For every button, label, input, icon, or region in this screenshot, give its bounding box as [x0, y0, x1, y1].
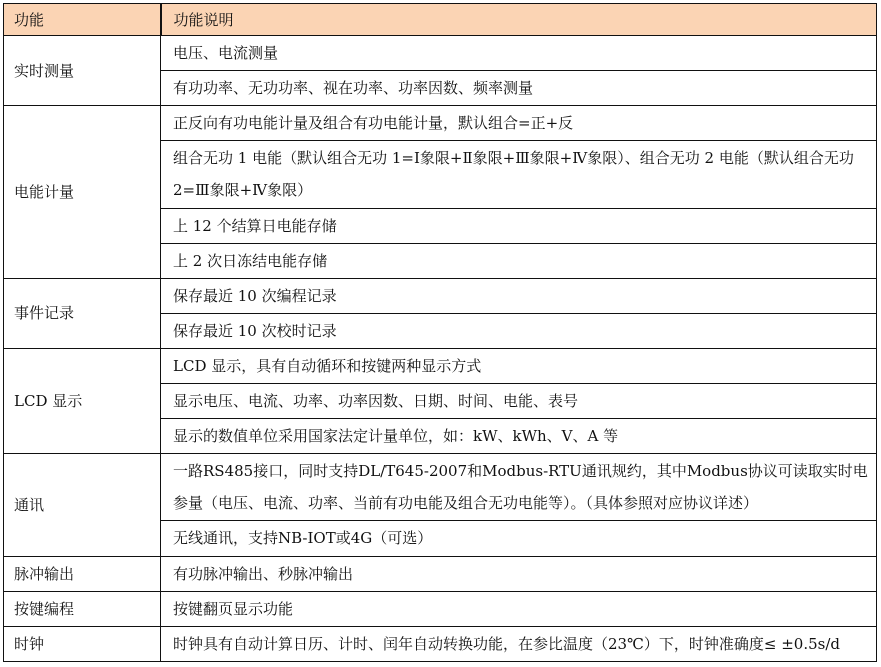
description-cell: 时钟具有自动计算日历、计时、闰年自动转换功能，在参比温度（23℃）下，时钟准确度≤ ±0.5s/d [161, 626, 877, 661]
description-cell: 组合无功 1 电能（默认组合无功 1=Ⅰ象限+Ⅱ象限+Ⅲ象限+Ⅳ象限）、组合无功 2 电能（默认组合无功 2=Ⅲ象限+Ⅳ象限） [161, 141, 877, 208]
description-cell: 有功脉冲输出、秒脉冲输出 [161, 556, 877, 591]
description-cell: 有功功率、无功功率、视在功率、功率因数、频率测量 [161, 71, 877, 106]
feature-clock: 时钟 [4, 626, 161, 661]
description-cell: 保存最近 10 次编程记录 [161, 278, 877, 313]
description-cell: 一路RS485接口，同时支持DL/T645-2007和Modbus-RTU通讯规约，其中Modbus协议可读取实时电参量（电压、电流、功率、当前有功电能及组合无功电能等）。（具体参照对应协议详述） [161, 454, 877, 521]
table-row [4, 591, 877, 626]
description-cell: 保存最近 10 次校时记录 [161, 313, 877, 348]
table-row [4, 626, 877, 661]
table-row [4, 36, 877, 71]
feature-realtime-measurement: 实时测量 [4, 36, 161, 106]
table-row [4, 556, 877, 591]
description-cell: 按键翻页显示功能 [161, 591, 877, 626]
description-cell: 无线通讯，支持NB-IOT或4G（可选） [161, 521, 877, 556]
table-row [4, 454, 877, 521]
feature-communication: 通讯 [4, 454, 161, 556]
table-row [4, 278, 877, 313]
header-function: 功能 [4, 4, 161, 36]
description-cell: 上 2 次日冻结电能存储 [161, 243, 877, 278]
header-description: 功能说明 [161, 4, 877, 36]
description-cell: 显示的数值单位采用国家法定计量单位，如：kW、kWh、V、A 等 [161, 419, 877, 454]
description-cell: 正反向有功电能计量及组合有功电能计量，默认组合=正+反 [161, 106, 877, 141]
feature-event-record: 事件记录 [4, 278, 161, 348]
feature-key-programming: 按键编程 [4, 591, 161, 626]
table-row [4, 106, 877, 141]
table-row [4, 348, 877, 383]
feature-energy-metering: 电能计量 [4, 106, 161, 278]
feature-pulse-output: 脉冲输出 [4, 556, 161, 591]
feature-lcd-display: LCD 显示 [4, 348, 161, 453]
description-cell: 显示电压、电流、功率、功率因数、日期、时间、电能、表号 [161, 384, 877, 419]
description-cell: 电压、电流测量 [161, 36, 877, 71]
description-cell: LCD 显示，具有自动循环和按键两种显示方式 [161, 348, 877, 383]
function-table [3, 3, 877, 662]
table-header-row [4, 4, 877, 36]
description-cell: 上 12 个结算日电能存储 [161, 208, 877, 243]
